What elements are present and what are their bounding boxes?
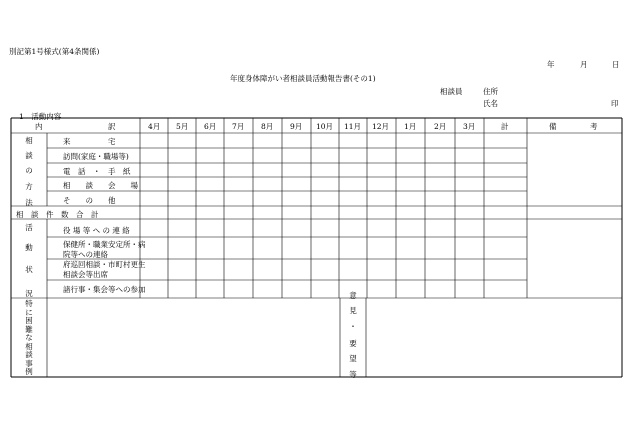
difficult-char-0: 特 (25, 299, 33, 308)
counselor-label: 相談員 (440, 87, 463, 96)
opinion-char-3: 要 (349, 338, 357, 348)
total-row-label: 相 談 件 数 合 計 (16, 210, 99, 219)
date-month-label: 月 (580, 60, 588, 69)
consult-row-venue: 相 談 会 場 (63, 181, 138, 190)
consult-char-2: の (25, 166, 33, 175)
month-header-1: 5月 (176, 122, 189, 131)
difficult-char-4: な (25, 333, 33, 342)
name-label: 氏名 (483, 99, 498, 108)
header-uchi: 内 (35, 122, 43, 131)
activity-char-2: 状 (25, 265, 33, 274)
activity-char-3: 況 (25, 289, 33, 298)
difficult-char-7: 事 (25, 358, 33, 368)
consult-char-0: 相 (25, 136, 33, 145)
seal-label: 印 (611, 99, 619, 108)
difficult-char-5: 相 (25, 341, 33, 351)
difficult-char-8: 例 (25, 367, 33, 376)
report-title: 年度身体障がい者相談員活動報告書(その1) (230, 74, 376, 83)
activity-row-events: 諸行事・集会等への参加 (63, 285, 146, 294)
date-year-label: 年 (547, 60, 555, 69)
opinion-char-1: 見 (349, 306, 357, 316)
consult-char-4: 法 (25, 198, 33, 207)
consult-row-other: そ の 他 (63, 196, 116, 205)
difficult-char-2: 困 (25, 316, 33, 325)
opinion-char-0: 意 (349, 290, 357, 300)
month-header-5: 9月 (290, 122, 303, 131)
month-header-7: 11月 (344, 122, 362, 131)
consult-char-1: 談 (25, 151, 33, 160)
opinion-char-4: 望 (349, 354, 357, 364)
header-total: 計 (501, 122, 509, 131)
month-header-3: 7月 (232, 122, 245, 131)
opinion-char-2: ・ (349, 322, 357, 331)
activity-row-health-center-2: 院等への連絡 (63, 250, 108, 259)
difficult-char-1: に (25, 307, 33, 317)
month-header-11: 3月 (463, 122, 476, 131)
opinion-char-5: 等 (349, 369, 357, 379)
month-header-0: 4月 (148, 122, 161, 131)
date-day-label: 日 (612, 60, 620, 69)
month-header-2: 6月 (204, 122, 217, 131)
month-header-9: 1月 (404, 122, 417, 131)
consult-row-visit-office: 来 宅 (63, 137, 116, 146)
address-label: 住所 (483, 87, 498, 96)
header-ko: 考 (590, 122, 598, 131)
month-header-4: 8月 (261, 122, 274, 131)
header-wake: 訳 (108, 122, 116, 131)
difficult-char-3: 難 (25, 324, 33, 334)
month-header-6: 10月 (316, 122, 334, 131)
consult-char-3: 方 (25, 182, 33, 191)
month-header-8: 12月 (372, 122, 390, 131)
consult-row-phone-letter: 電 話 ・ 手 紙 (63, 167, 131, 176)
activity-row-prefecture-1: 府巡回相談・市町村更生 (63, 260, 146, 269)
month-header-10: 2月 (434, 122, 447, 131)
activity-row-town-office: 役 場 等 へ の 連 絡 (63, 226, 130, 235)
consult-row-home-visit: 訪問(家庭・職場等) (63, 152, 129, 161)
form-label: 別記第1号様式(第4条関係) (9, 47, 100, 56)
header-bi: 備 (549, 122, 557, 131)
difficult-char-6: 談 (25, 350, 33, 359)
activity-row-prefecture-2: 相談会等出席 (63, 270, 108, 279)
activity-char-0: 活 (25, 223, 33, 232)
section-title: 1 活動内容 (19, 112, 62, 121)
activity-char-1: 動 (25, 243, 33, 252)
activity-row-health-center-1: 保健所・職業安定所・病 (63, 240, 146, 249)
